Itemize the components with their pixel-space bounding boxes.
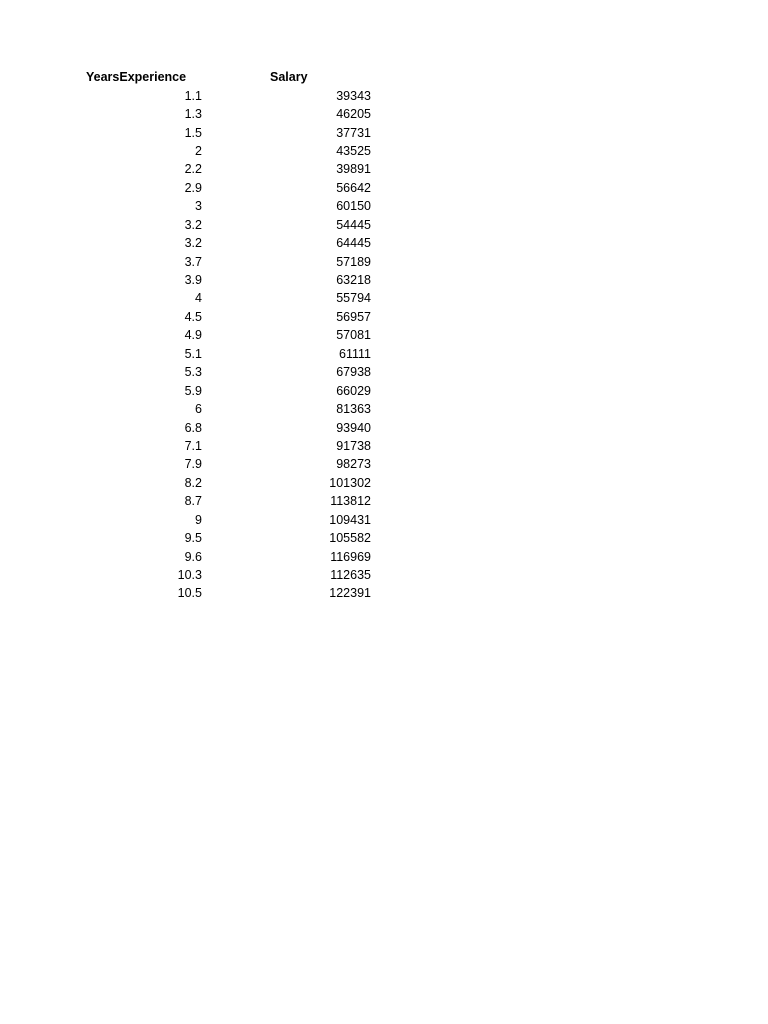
years-experience-cell: 3.9 bbox=[184, 273, 202, 288]
table-row bbox=[86, 381, 371, 399]
table-row bbox=[86, 179, 371, 197]
years-experience-cell: 1.5 bbox=[184, 125, 202, 140]
years-experience-cell: 3.7 bbox=[184, 254, 202, 269]
salary-cell: 67938 bbox=[336, 365, 371, 380]
header-salary: Salary bbox=[270, 70, 308, 85]
salary-cell: 98273 bbox=[336, 457, 371, 472]
years-experience-cell: 3.2 bbox=[184, 236, 202, 251]
years-experience-cell: 5.1 bbox=[184, 346, 202, 361]
salary-cell: 55794 bbox=[336, 291, 371, 306]
table-row bbox=[86, 252, 371, 270]
years-experience-cell: 1.1 bbox=[184, 88, 202, 103]
salary-cell: 39891 bbox=[336, 162, 371, 177]
table-row bbox=[86, 455, 371, 473]
years-experience-cell: 2.2 bbox=[184, 162, 202, 177]
salary-cell: 122391 bbox=[329, 586, 371, 601]
salary-cell: 57081 bbox=[336, 328, 371, 343]
table-row bbox=[86, 308, 371, 326]
salary-cell: 93940 bbox=[336, 420, 371, 435]
years-experience-cell: 1.3 bbox=[184, 107, 202, 122]
table-row bbox=[86, 584, 371, 602]
salary-cell: 61111 bbox=[339, 346, 371, 361]
table-row bbox=[86, 437, 371, 455]
table-row bbox=[86, 289, 371, 307]
table-row bbox=[86, 105, 371, 123]
table-body bbox=[86, 86, 371, 602]
table-row bbox=[86, 492, 371, 510]
years-experience-cell: 3 bbox=[195, 199, 202, 214]
years-experience-cell: 2.9 bbox=[184, 180, 202, 195]
salary-cell: 56957 bbox=[336, 309, 371, 324]
years-experience-cell: 9 bbox=[195, 512, 202, 527]
table-row bbox=[86, 418, 371, 436]
salary-cell: 91738 bbox=[336, 438, 371, 453]
salary-cell: 56642 bbox=[336, 180, 371, 195]
table-row bbox=[86, 160, 371, 178]
table-row bbox=[86, 216, 371, 234]
data-table bbox=[86, 68, 371, 603]
years-experience-cell: 2 bbox=[195, 143, 202, 158]
table-row bbox=[86, 547, 371, 565]
table-row bbox=[86, 474, 371, 492]
salary-cell: 54445 bbox=[336, 217, 371, 232]
years-experience-cell: 8.2 bbox=[184, 475, 202, 490]
years-experience-cell: 10.5 bbox=[177, 586, 202, 601]
salary-cell: 43525 bbox=[336, 143, 371, 158]
salary-cell: 81363 bbox=[336, 402, 371, 417]
table-row bbox=[86, 345, 371, 363]
years-experience-cell: 4 bbox=[195, 291, 202, 306]
salary-cell: 66029 bbox=[336, 383, 371, 398]
years-experience-cell: 9.6 bbox=[184, 549, 202, 564]
salary-cell: 39343 bbox=[336, 88, 371, 103]
years-experience-cell: 3.2 bbox=[184, 217, 202, 232]
years-experience-cell: 5.9 bbox=[184, 383, 202, 398]
salary-cell: 64445 bbox=[336, 236, 371, 251]
years-experience-cell: 6.8 bbox=[184, 420, 202, 435]
table-row bbox=[86, 326, 371, 344]
salary-cell: 101302 bbox=[329, 475, 371, 490]
table-row bbox=[86, 566, 371, 584]
table-row bbox=[86, 234, 371, 252]
table-row bbox=[86, 197, 371, 215]
table-row bbox=[86, 363, 371, 381]
table-row bbox=[86, 529, 371, 547]
years-experience-cell: 4.9 bbox=[184, 328, 202, 343]
years-experience-cell: 5.3 bbox=[184, 365, 202, 380]
salary-cell: 57189 bbox=[336, 254, 371, 269]
header-years-experience: YearsExperience bbox=[86, 70, 187, 85]
table-row bbox=[86, 142, 371, 160]
table-row bbox=[86, 271, 371, 289]
salary-cell: 63218 bbox=[336, 273, 371, 288]
table-row bbox=[86, 511, 371, 529]
years-experience-cell: 10.3 bbox=[177, 568, 202, 583]
salary-cell: 112635 bbox=[330, 568, 371, 583]
salary-cell: 113812 bbox=[330, 494, 371, 509]
salary-cell: 60150 bbox=[336, 199, 371, 214]
table-row bbox=[86, 86, 371, 104]
salary-cell: 37731 bbox=[336, 125, 371, 140]
years-experience-cell: 4.5 bbox=[184, 309, 202, 324]
table-row bbox=[86, 123, 371, 141]
years-experience-cell: 7.1 bbox=[184, 438, 202, 453]
salary-cell: 105582 bbox=[329, 531, 371, 546]
years-experience-cell: 7.9 bbox=[184, 457, 202, 472]
salary-cell: 109431 bbox=[329, 512, 371, 527]
table-header-row bbox=[86, 68, 371, 86]
years-experience-cell: 9.5 bbox=[184, 531, 202, 546]
years-experience-cell: 8.7 bbox=[184, 494, 202, 509]
salary-cell: 116969 bbox=[330, 549, 371, 564]
table-row bbox=[86, 400, 371, 418]
salary-cell: 46205 bbox=[336, 107, 371, 122]
years-experience-cell: 6 bbox=[195, 402, 202, 417]
